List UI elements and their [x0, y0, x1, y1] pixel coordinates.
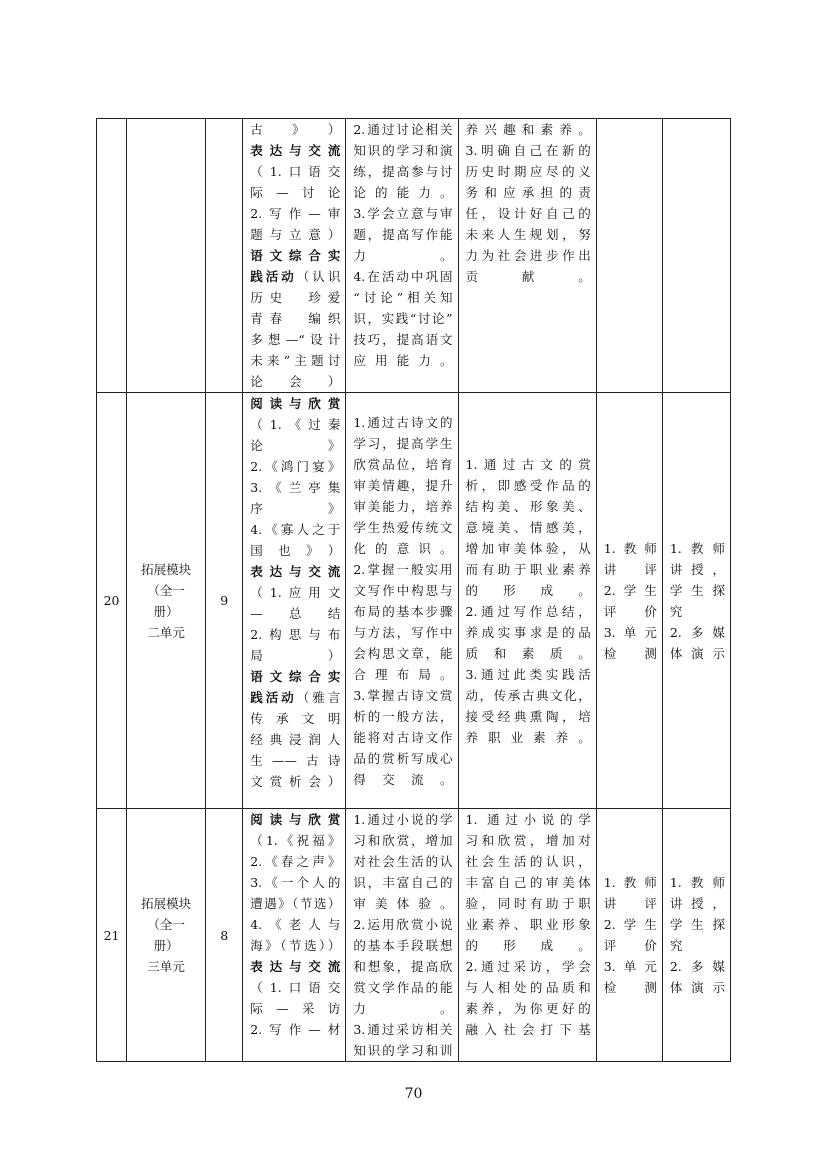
evaluation-line: 1.教师 — [603, 875, 657, 890]
goals-line: 力。 — [353, 1001, 453, 1016]
literacy-line: 丰富自己的审美体 — [465, 875, 591, 890]
content-line — [250, 245, 340, 266]
goals-line: 3.学会立意与审 — [353, 206, 453, 221]
module-line: 拓展模块 — [141, 896, 192, 911]
content-text: 2.构思与布 — [250, 627, 341, 642]
goals-line: 的基本手段联想 — [353, 938, 453, 953]
literacy-line: 养成实事求是的品 — [465, 624, 591, 640]
content-line — [250, 140, 340, 161]
evaluation-line: 讲评 — [603, 561, 657, 577]
content-text: 论会） — [250, 374, 341, 389]
content-line — [250, 414, 340, 435]
content-line — [250, 498, 340, 519]
evaluation-line: 评价 — [603, 603, 657, 619]
module-cell — [127, 119, 206, 393]
content-text: 未来”主题讨 — [250, 353, 341, 368]
content-text: 局） — [250, 648, 341, 663]
content-text: —总结 — [250, 606, 341, 621]
method-line: 讲授， — [669, 561, 725, 577]
table-row — [97, 809, 731, 1062]
literacy-line: 析，即感受作品的 — [465, 477, 591, 493]
content-line — [250, 329, 340, 350]
row-number-cell — [97, 809, 127, 1062]
literacy-line: 习和欣赏，增加对 — [465, 833, 591, 848]
literacy-line: 的形成。 — [465, 582, 591, 598]
literacy-line: 验，同时有助于职 — [465, 896, 591, 911]
literacy-line: 务和应承担的责 — [465, 185, 591, 200]
content-line — [250, 956, 340, 977]
content-line — [250, 872, 340, 893]
content-heading: 践活动 — [250, 690, 297, 705]
goals-cell — [346, 119, 458, 393]
goals-line: 识，丰富自己的 — [353, 875, 453, 890]
method-line: 体演示 — [669, 980, 725, 995]
goals-line: 品的赏析写成心 — [353, 750, 453, 766]
module-line: （全一 — [147, 582, 185, 598]
goals-line: “讨论”相关知 — [353, 290, 453, 305]
row-number-cell — [97, 119, 127, 393]
content-text: 文赏析会） — [250, 774, 341, 789]
content-text: （1.《过秦 — [250, 417, 341, 432]
content-heading: 表达与交流 — [250, 564, 341, 579]
content-text: 4.《寡人之于 — [250, 522, 341, 537]
module-line: 二单元 — [147, 624, 185, 640]
goals-line: 审美情趣，提升 — [353, 477, 453, 493]
goals-line: 审美体验。 — [353, 896, 453, 911]
content-text: 多想—“设计 — [250, 332, 341, 347]
content-text: 历史 珍爱 — [250, 290, 341, 305]
goals-line: 能将对古诗文作 — [353, 729, 453, 745]
content-cell — [243, 119, 346, 393]
content-text: 海》（节选）） — [250, 938, 341, 953]
content-text: 经典浸润人 — [250, 732, 341, 747]
evaluation-cell — [596, 809, 662, 1062]
content-text: 古》） — [250, 122, 341, 137]
content-text: （1.应用文 — [250, 585, 341, 600]
content-line — [250, 582, 340, 603]
content-line — [250, 203, 340, 224]
content-line — [250, 287, 340, 308]
literacy-line: 动，传承古典文化， — [465, 687, 591, 703]
evaluation-line: 3.单元 — [603, 959, 657, 974]
goals-line: 题，提高写作能 — [353, 227, 453, 242]
goals-cell — [346, 393, 458, 809]
literacy-line: 3.通过此类实践活 — [465, 666, 591, 682]
method-line: 学生探 — [669, 917, 725, 932]
literacy-line: 未来人生规划，努 — [465, 227, 591, 242]
module-cell — [127, 809, 206, 1062]
literacy-line: 3.明确自己在新的 — [465, 143, 591, 158]
goals-line: 应用能力。 — [353, 353, 453, 368]
content-cell — [243, 393, 346, 809]
evaluation-line: 评价 — [603, 938, 657, 953]
method-cell — [662, 809, 730, 1062]
content-line — [250, 771, 340, 792]
content-line — [250, 435, 340, 456]
content-line — [250, 519, 340, 540]
row-number-cell — [97, 393, 127, 809]
content-line — [250, 830, 340, 851]
goals-line: 文写作中构思与 — [353, 582, 453, 598]
evaluation-line: 2.学生 — [603, 917, 657, 932]
goals-line: 欣赏品位，培育 — [353, 456, 453, 472]
content-text: 国也》） — [250, 543, 341, 558]
content-line — [250, 456, 340, 477]
content-text: （认识 — [296, 269, 341, 284]
goals-line: 会构思文章，能 — [353, 645, 453, 661]
literacy-line: 2.通过写作总结， — [465, 603, 591, 619]
content-text: 青春 编织 — [250, 311, 341, 326]
content-text: 2.《春之声》 — [250, 854, 341, 869]
goals-line: 与方法，写作中 — [353, 624, 453, 640]
method-line: 讲授， — [669, 896, 725, 911]
method-line: 2.多媒 — [669, 624, 725, 640]
content-text: 4.《老人与 — [250, 917, 341, 932]
content-text: 传承文明 — [250, 711, 341, 726]
module-line: （全一 — [147, 917, 185, 932]
content-line — [250, 914, 340, 935]
table-row — [97, 393, 731, 809]
row-number: 21 — [103, 927, 120, 943]
evaluation-line: 1.教师 — [603, 540, 657, 556]
content-heading: 表达与交流 — [250, 959, 341, 974]
literacy-line: 的形成。 — [465, 938, 591, 953]
goals-line: 化的意识。 — [353, 540, 453, 556]
content-text: 生——古诗 — [250, 753, 341, 768]
content-line — [250, 561, 340, 582]
content-line — [250, 750, 340, 771]
content-line — [250, 893, 340, 914]
row-number: 20 — [103, 593, 120, 608]
content-line — [250, 182, 340, 203]
literacy-line: 任，设计好自己的 — [465, 206, 591, 221]
evaluation-line: 讲评 — [603, 896, 657, 911]
content-line — [250, 161, 340, 182]
module-line: 拓展模块 — [141, 561, 192, 577]
method-line: 学生探 — [669, 582, 725, 598]
literacy-cell — [458, 393, 596, 809]
goals-line: 知识的学习和演 — [353, 143, 453, 158]
content-text: 遭遇》（节选） — [250, 896, 341, 911]
hours-cell — [206, 393, 243, 809]
literacy-line: 素养，为你更好的 — [465, 1001, 591, 1016]
literacy-line: 业素养、职业形象 — [465, 917, 591, 932]
goals-line: 析的一般方法， — [353, 708, 453, 724]
literacy-line: 融入社会打下基 — [465, 1022, 591, 1037]
literacy-line: 与人相处的品质和 — [465, 980, 591, 995]
literacy-line: 质和素质。 — [465, 645, 591, 661]
content-line — [250, 729, 340, 750]
goals-line: 1.通过古诗文的 — [353, 414, 453, 430]
hours-cell — [206, 809, 243, 1062]
literacy-line: 力为社会进步作出 — [465, 248, 591, 263]
method-line: 1.教师 — [669, 540, 725, 556]
method-cell — [662, 119, 730, 393]
literacy-line: 养职业素养。 — [465, 729, 591, 745]
content-heading: 语文综合实 — [250, 669, 341, 684]
content-line — [250, 224, 340, 245]
method-line: 体演示 — [669, 645, 725, 661]
content-line — [250, 998, 340, 1019]
method-cell — [662, 393, 730, 809]
goals-line: 力。 — [353, 248, 453, 263]
literacy-line: 1. 通过小说的学 — [465, 812, 591, 827]
content-text: 论》 — [250, 438, 341, 453]
content-line — [250, 687, 340, 708]
goals-line: 技巧，提高语文 — [353, 332, 453, 347]
content-line — [250, 851, 340, 872]
content-line — [250, 603, 340, 624]
goals-line: 识，实践“讨论” — [353, 311, 453, 326]
literacy-line: 1.通过古文的赏 — [465, 456, 591, 472]
literacy-line: 意境美、情感美， — [465, 519, 591, 535]
content-cell — [243, 809, 346, 1062]
content-text: （1.口语交 — [250, 980, 341, 995]
table-row — [97, 119, 731, 393]
content-line — [250, 308, 340, 329]
literacy-line: 接受经典熏陶，培 — [465, 708, 591, 724]
content-text: （1.《祝福》 — [250, 833, 341, 848]
content-heading: 阅读与欣赏 — [250, 812, 341, 827]
content-line — [250, 350, 340, 371]
goals-line: 得交流。 — [353, 771, 453, 787]
literacy-line: 而有助于职业素养 — [465, 561, 591, 577]
goals-line: 和想象，提高欣 — [353, 959, 453, 974]
content-text: 2.写作—材 — [250, 1022, 341, 1037]
evaluation-line: 检测 — [603, 645, 657, 661]
content-line — [250, 540, 340, 561]
literacy-line: 增加审美体验，从 — [465, 540, 591, 556]
goals-line: 合理布局。 — [353, 666, 453, 682]
module-cell — [127, 393, 206, 809]
goals-line: 3.掌握古诗文赏 — [353, 687, 453, 703]
content-text: 序》 — [250, 501, 341, 516]
goals-line: 1.通过小说的学 — [353, 812, 453, 827]
evaluation-cell — [596, 393, 662, 809]
goals-line: 审美能力，培养 — [353, 498, 453, 514]
method-line: 2.多媒 — [669, 959, 725, 974]
goals-cell — [346, 809, 458, 1062]
literacy-cell — [458, 809, 596, 1062]
content-line — [250, 809, 340, 830]
content-heading: 践活动 — [250, 269, 297, 284]
goals-line: 2.运用欣赏小说 — [353, 917, 453, 932]
goals-line: 对社会生活的认 — [353, 854, 453, 869]
goals-line: 论的能力。 — [353, 185, 453, 200]
hours-cell — [206, 119, 243, 393]
content-line — [250, 977, 340, 998]
evaluation-line: 2.学生 — [603, 582, 657, 598]
content-heading: 语文综合实 — [250, 248, 341, 263]
content-line — [250, 645, 340, 666]
hours-value: 9 — [220, 593, 229, 608]
content-line — [250, 477, 340, 498]
content-line — [250, 266, 340, 287]
module-line: 三单元 — [147, 959, 185, 974]
content-heading: 表达与交流 — [250, 143, 341, 158]
content-line — [250, 708, 340, 729]
content-heading: 阅读与欣赏 — [250, 396, 341, 411]
content-text: 3.《兰亭集 — [250, 480, 341, 495]
content-text: （雅言 — [296, 690, 341, 705]
content-text: 2.《鸿门宴》 — [250, 459, 341, 474]
goals-line: 学生热爱传统文 — [353, 519, 453, 535]
content-line — [250, 393, 340, 414]
goals-line: 布局的基本步骤 — [353, 603, 453, 619]
evaluation-cell — [596, 119, 662, 393]
goals-line: 3.通过采访相关 — [353, 1022, 453, 1037]
content-line — [250, 371, 340, 392]
method-line: 1.教师 — [669, 875, 725, 890]
content-text: 际—讨论 — [250, 185, 341, 200]
literacy-line: 历史时期应尽的义 — [465, 164, 591, 179]
goals-line: 知识的学习和训 — [353, 1043, 453, 1058]
literacy-line: 2.通过采访，学会 — [465, 959, 591, 974]
literacy-line: 社会生活的认识， — [465, 854, 591, 869]
content-line — [250, 666, 340, 687]
content-text: 3.《一个人的 — [250, 875, 341, 890]
goals-line: 4.在活动中巩固 — [353, 269, 453, 284]
literacy-line: 结构美、形象美、 — [465, 498, 591, 514]
content-line — [250, 624, 340, 645]
content-text: 际—采访 — [250, 1001, 341, 1016]
course-plan-table — [96, 118, 731, 1062]
content-line — [250, 119, 340, 140]
evaluation-line: 检测 — [603, 980, 657, 995]
goals-line: 赏文学作品的能 — [353, 980, 453, 995]
content-line — [250, 1019, 340, 1040]
page-number: 70 — [404, 1086, 423, 1102]
module-line: 册） — [153, 603, 179, 619]
method-line: 究 — [669, 938, 683, 953]
goals-line: 习和欣赏，增加 — [353, 833, 453, 848]
content-text: （1.口语交 — [250, 164, 341, 179]
method-line: 究 — [669, 603, 683, 619]
content-text: 2.写作—审 — [250, 206, 341, 221]
goals-line: 练，提高参与讨 — [353, 164, 453, 179]
goals-line: 学习，提高学生 — [353, 435, 453, 451]
module-line: 册） — [153, 938, 179, 953]
goals-line: 2.掌握一般实用 — [353, 561, 453, 577]
literacy-line: 养兴趣和素养。 — [465, 122, 591, 137]
content-line — [250, 935, 340, 956]
literacy-cell — [458, 119, 596, 393]
hours-value: 8 — [220, 927, 229, 943]
content-text: 题与立意） — [250, 227, 341, 242]
evaluation-line: 3.单元 — [603, 624, 657, 640]
literacy-line: 贡献。 — [465, 269, 591, 284]
goals-line: 2.通过讨论相关 — [353, 122, 453, 137]
